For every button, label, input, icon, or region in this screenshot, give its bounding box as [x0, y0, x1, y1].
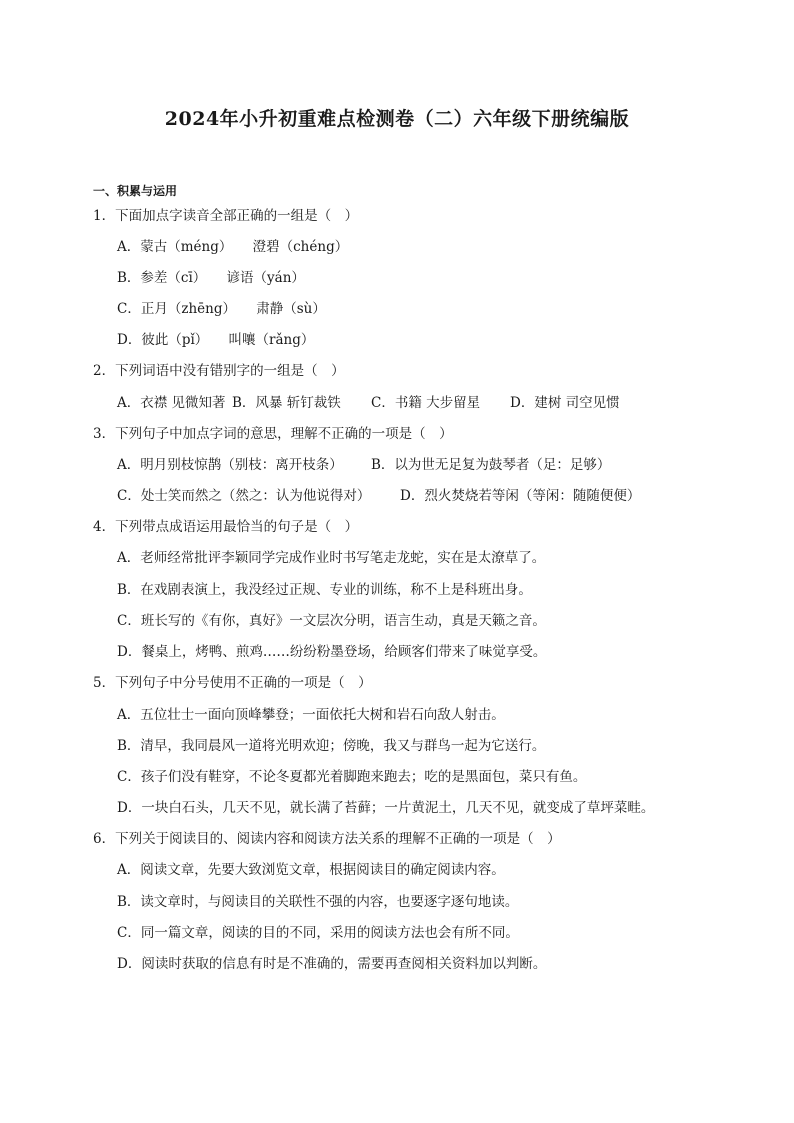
- question-option: D．建树 司空见惯: [510, 395, 620, 411]
- question-stem: 6．下列关于阅读目的、阅读内容和阅读方法关系的理解不正确的一项是（ ）: [93, 831, 561, 847]
- question-option: B．清早，我同晨风一道将光明欢迎；傍晚，我又与群鸟一起为它送行。: [117, 738, 546, 754]
- section-heading: 一、积累与运用: [93, 184, 178, 198]
- question-stem: 4．下列带点成语运用最恰当的句子是（ ）: [93, 519, 359, 535]
- page-title: 2024年小升初重难点检测卷（二）六年级下册统编版: [164, 108, 630, 130]
- question-stem: 5．下列句子中分号使用不正确的一项是（ ）: [93, 675, 372, 691]
- question-option: C．正月（zhēng） 肃静（sù）: [117, 301, 326, 317]
- question-stem: 3．下列句子中加点字词的意思，理解不正确的一项是（ ）: [93, 426, 453, 442]
- question-option: D．彼此（pǐ） 叫嚷（rǎng）: [117, 332, 315, 348]
- question-option: A．阅读文章，先要大致浏览文章，根据阅读目的确定阅读内容。: [117, 862, 505, 878]
- question-option: A．衣襟 见微知著: [117, 395, 226, 411]
- question-option: A．蒙古（méng） 澄碧（chéng）: [117, 239, 349, 255]
- question-stem: 2．下列词语中没有错别字的一组是（ ）: [93, 363, 345, 379]
- question-option: B．读文章时，与阅读目的关联性不强的内容，也要逐字逐句地读。: [117, 894, 519, 910]
- question-option: C．班长写的《有你，真好》一文层次分明，语言生动，真是天籁之音。: [117, 613, 546, 629]
- question-option: B．风暴 斩钉裁铁: [232, 395, 341, 411]
- question-stem: 1．下面加点字读音全部正确的一组是（ ）: [93, 208, 359, 224]
- question-option: D．一块白石头，几天不见，就长满了苔藓；一片黄泥土，几天不见，就变成了草坪菜畦。: [117, 800, 655, 816]
- question-option: B．以为世无足复为鼓琴者（足：足够）: [371, 457, 611, 473]
- question-option: A．老师经常批评李颖同学完成作业时书写笔走龙蛇，实在是太潦草了。: [117, 550, 546, 566]
- question-option: A．五位壮士一面向顶峰攀登；一面依托大树和岩石向敌人射击。: [117, 707, 505, 723]
- question-option: A．明月别枝惊鹊（别枝：离开枝条）: [117, 457, 343, 473]
- question-option: C．同一篇文章，阅读的目的不同，采用的阅读方法也会有所不同。: [117, 925, 519, 941]
- question-option: C．书籍 大步留星: [371, 395, 481, 411]
- question-option: D．餐桌上，烤鸭、煎鸡……纷纷粉墨登场，给顾客们带来了味觉享受。: [117, 644, 547, 660]
- question-option: B．参差（cī） 谚语（yán）: [117, 270, 305, 286]
- question-option: D．阅读时获取的信息有时是不准确的，需要再查阅相关资料加以判断。: [117, 956, 547, 972]
- question-option: C．孩子们没有鞋穿，不论冬夏都光着脚跑来跑去；吃的是黑面包，菜只有鱼。: [117, 769, 587, 785]
- question-option: B．在戏剧表演上，我没经过正规、专业的训练，称不上是科班出身。: [117, 582, 532, 598]
- question-option: D．烈火焚烧若等闲（等闲：随随便便）: [400, 488, 641, 504]
- question-option: C．处士笑而然之（然之：认为他说得对）: [117, 488, 371, 504]
